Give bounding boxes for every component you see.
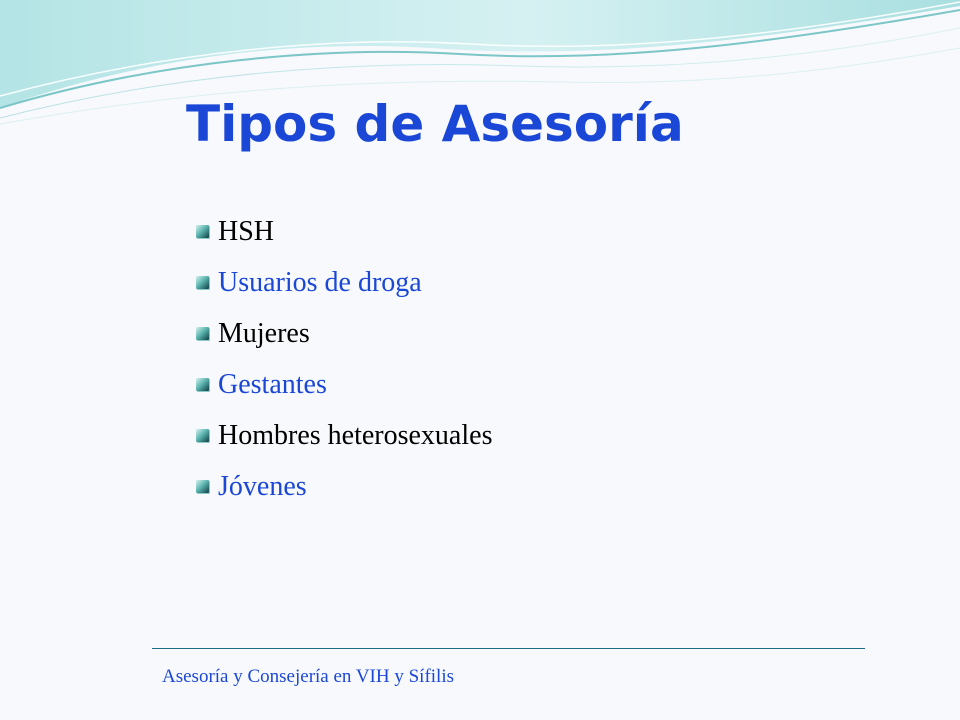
bullet-item [196, 461, 492, 512]
square-bullet-icon [196, 327, 209, 340]
bullet-item [196, 308, 492, 359]
square-bullet-icon [196, 429, 209, 442]
footer-text: Asesoría y Consejería en VIH y Sífilis [162, 666, 454, 687]
square-bullet-icon [196, 225, 209, 238]
bullet-label: HSH [218, 216, 275, 247]
bullet-item [196, 257, 492, 308]
square-bullet-icon [196, 480, 209, 493]
bullet-item [196, 206, 492, 257]
bullet-item [196, 410, 492, 461]
bullet-label: Hombres heterosexuales [218, 420, 493, 451]
square-bullet-icon [196, 276, 209, 289]
bullet-list [196, 206, 492, 512]
bullet-label: Gestantes [218, 369, 327, 400]
square-bullet-icon [196, 378, 209, 391]
bullet-label: Mujeres [218, 318, 310, 349]
bullet-label: Jóvenes [218, 471, 307, 502]
bullet-item [196, 359, 492, 410]
slide-title: Tipos de Asesoría [186, 95, 684, 153]
footer-divider [152, 648, 865, 649]
bullet-label: Usuarios de droga [218, 267, 422, 298]
